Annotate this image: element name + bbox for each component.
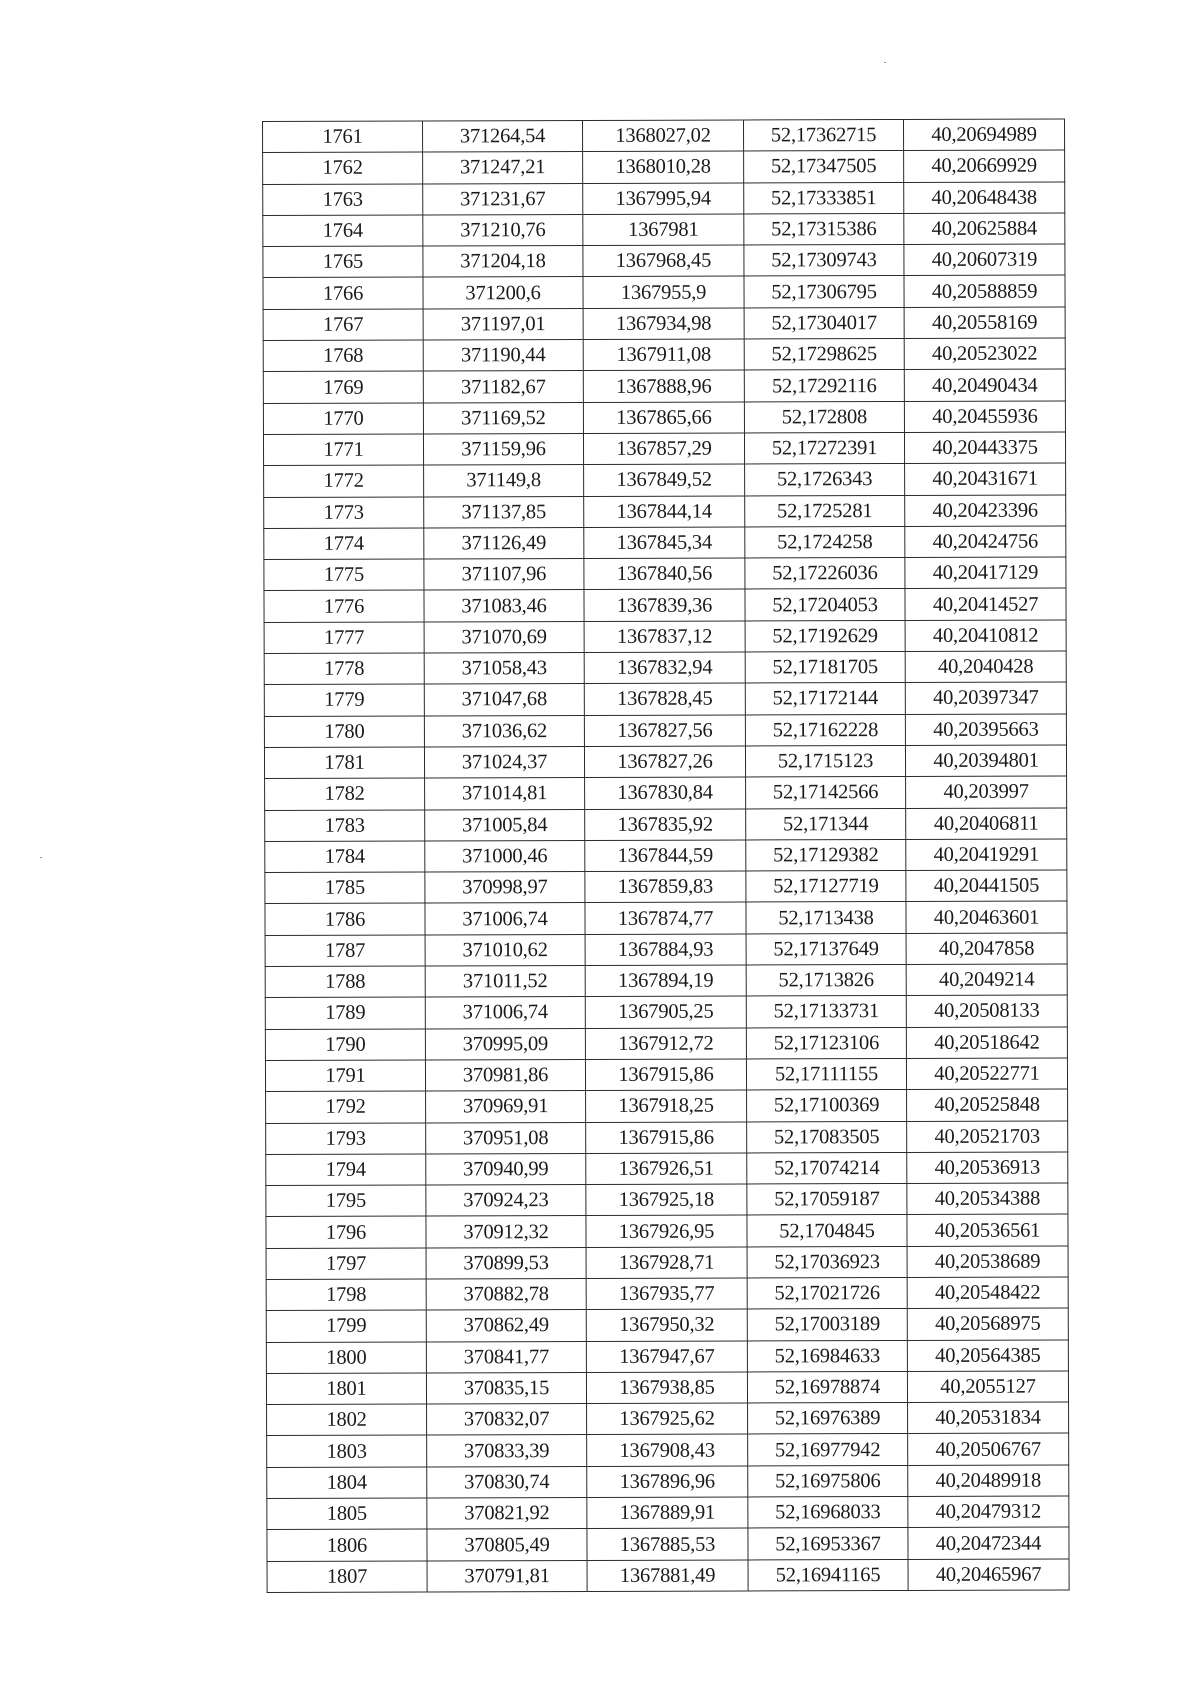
latitude-cell: 52,1704845 (747, 1215, 907, 1247)
longitude-cell: 40,20648438 (904, 182, 1065, 214)
x-coordinate-cell: 371182,67 (423, 371, 583, 403)
table-row (266, 1214, 1068, 1248)
longitude-cell: 40,20463601 (906, 901, 1067, 933)
latitude-cell: 52,16976389 (748, 1403, 908, 1435)
longitude-cell: 40,20521703 (907, 1120, 1068, 1152)
point-number-cell: 1789 (265, 997, 425, 1029)
longitude-cell: 40,20410812 (905, 620, 1066, 652)
latitude-cell: 52,17315386 (744, 213, 904, 245)
point-number-cell: 1804 (267, 1467, 427, 1499)
latitude-cell: 52,17298625 (744, 339, 904, 371)
longitude-cell: 40,20441505 (906, 870, 1067, 902)
x-coordinate-cell: 370791,81 (427, 1560, 587, 1592)
latitude-cell: 52,17309743 (744, 245, 904, 277)
longitude-cell: 40,20397347 (905, 682, 1066, 714)
point-number-cell: 1792 (266, 1091, 426, 1123)
longitude-cell: 40,20625884 (904, 213, 1065, 245)
longitude-cell: 40,20414527 (905, 588, 1066, 620)
longitude-cell: 40,20558169 (904, 307, 1065, 339)
longitude-cell: 40,2047858 (906, 933, 1067, 965)
x-coordinate-cell: 370899,53 (426, 1247, 586, 1279)
point-number-cell: 1777 (264, 622, 424, 654)
point-number-cell: 1791 (265, 1060, 425, 1092)
point-number-cell: 1806 (267, 1529, 427, 1561)
table-row (265, 901, 1067, 935)
latitude-cell: 52,16968033 (748, 1497, 908, 1529)
y-coordinate-cell: 1367926,95 (586, 1215, 747, 1247)
x-coordinate-cell: 371231,67 (423, 183, 583, 215)
y-coordinate-cell: 1367881,49 (587, 1560, 748, 1592)
longitude-cell: 40,20479312 (908, 1496, 1069, 1528)
latitude-cell: 52,17162228 (745, 714, 905, 746)
longitude-cell: 40,20465967 (908, 1559, 1069, 1591)
y-coordinate-cell: 1367830,84 (585, 777, 746, 809)
point-number-cell: 1763 (263, 184, 423, 216)
longitude-cell: 40,20694989 (903, 119, 1064, 151)
x-coordinate-cell: 371014,81 (425, 778, 585, 810)
latitude-cell: 52,17003189 (747, 1309, 907, 1341)
point-number-cell: 1782 (265, 778, 425, 810)
longitude-cell: 40,20489918 (908, 1465, 1069, 1497)
point-number-cell: 1780 (264, 716, 424, 748)
y-coordinate-cell: 1367844,14 (584, 496, 745, 528)
longitude-cell: 40,20525848 (907, 1089, 1068, 1121)
y-coordinate-cell: 1367915,86 (585, 1059, 746, 1091)
table-row (263, 244, 1065, 278)
longitude-cell: 40,2040428 (905, 651, 1066, 683)
longitude-cell: 40,20568975 (907, 1308, 1068, 1340)
y-coordinate-cell: 1367911,08 (583, 339, 744, 371)
latitude-cell: 52,16975806 (748, 1465, 908, 1497)
x-coordinate-cell: 371204,18 (423, 246, 583, 278)
latitude-cell: 52,16977942 (748, 1434, 908, 1466)
y-coordinate-cell: 1367884,93 (585, 934, 746, 966)
point-number-cell: 1800 (266, 1342, 426, 1374)
x-coordinate-cell: 370841,77 (426, 1341, 586, 1373)
y-coordinate-cell: 1367874,77 (585, 902, 746, 934)
y-coordinate-cell: 1367865,66 (583, 402, 744, 434)
y-coordinate-cell: 1367894,19 (585, 965, 746, 997)
point-number-cell: 1797 (266, 1248, 426, 1280)
table-row (267, 1402, 1069, 1436)
y-coordinate-cell: 1367857,29 (583, 433, 744, 465)
point-number-cell: 1796 (266, 1216, 426, 1248)
y-coordinate-cell: 1367859,83 (585, 871, 746, 903)
y-coordinate-cell: 1367925,18 (586, 1184, 747, 1216)
point-number-cell: 1807 (267, 1561, 427, 1593)
point-number-cell: 1781 (264, 747, 424, 779)
x-coordinate-cell: 370924,23 (426, 1185, 586, 1217)
latitude-cell: 52,17133731 (746, 996, 906, 1028)
x-coordinate-cell: 371005,84 (425, 809, 585, 841)
table-row (263, 432, 1065, 466)
y-coordinate-cell: 1367905,25 (585, 996, 746, 1028)
y-coordinate-cell: 1367896,96 (587, 1466, 748, 1498)
longitude-cell: 40,20531834 (908, 1402, 1069, 1434)
y-coordinate-cell: 1367968,45 (583, 245, 744, 277)
table-row (265, 776, 1067, 810)
latitude-cell: 52,17172144 (745, 683, 905, 715)
point-number-cell: 1785 (265, 872, 425, 904)
point-number-cell: 1793 (266, 1122, 426, 1154)
longitude-cell: 40,20472344 (908, 1527, 1069, 1559)
table-row (264, 526, 1066, 560)
latitude-cell: 52,1726343 (745, 464, 905, 496)
y-coordinate-cell: 1367827,56 (584, 715, 745, 747)
y-coordinate-cell: 1367915,86 (586, 1121, 747, 1153)
x-coordinate-cell: 370821,92 (427, 1498, 587, 1530)
table-row (264, 651, 1066, 685)
y-coordinate-cell: 1367885,53 (587, 1528, 748, 1560)
point-number-cell: 1798 (266, 1279, 426, 1311)
x-coordinate-cell: 370830,74 (427, 1466, 587, 1498)
x-coordinate-cell: 370912,32 (426, 1216, 586, 1248)
x-coordinate-cell: 371137,85 (424, 496, 584, 528)
table-row (264, 495, 1066, 529)
y-coordinate-cell: 1368027,02 (583, 120, 744, 152)
table-row (263, 369, 1065, 403)
y-coordinate-cell: 1367925,62 (587, 1403, 748, 1435)
table-row (263, 338, 1065, 372)
y-coordinate-cell: 1367935,77 (586, 1278, 747, 1310)
y-coordinate-cell: 1367938,85 (586, 1372, 747, 1404)
y-coordinate-cell: 1367849,52 (584, 464, 745, 496)
x-coordinate-cell: 370998,97 (425, 872, 585, 904)
latitude-cell: 52,17333851 (744, 182, 904, 214)
point-number-cell: 1772 (264, 465, 424, 497)
point-number-cell: 1790 (265, 1029, 425, 1061)
point-number-cell: 1776 (264, 590, 424, 622)
point-number-cell: 1801 (266, 1373, 426, 1405)
table-row (263, 307, 1065, 341)
table-row (264, 463, 1066, 497)
table-row (263, 401, 1065, 435)
x-coordinate-cell: 371107,96 (424, 559, 584, 591)
longitude-cell: 40,20523022 (904, 338, 1065, 370)
latitude-cell: 52,17021726 (747, 1277, 907, 1309)
latitude-cell: 52,17272391 (744, 432, 904, 464)
latitude-cell: 52,17059187 (747, 1184, 907, 1216)
table-row (267, 1465, 1069, 1499)
point-number-cell: 1794 (266, 1154, 426, 1186)
x-coordinate-cell: 371070,69 (424, 621, 584, 653)
latitude-cell: 52,1713438 (746, 902, 906, 934)
latitude-cell: 52,17111155 (746, 1058, 906, 1090)
latitude-cell: 52,171344 (746, 808, 906, 840)
longitude-cell: 40,20490434 (904, 369, 1065, 401)
longitude-cell: 40,20607319 (904, 244, 1065, 276)
latitude-cell: 52,17083505 (747, 1121, 907, 1153)
latitude-cell: 52,17127719 (746, 871, 906, 903)
scan-speck (884, 62, 886, 63)
y-coordinate-cell: 1367888,96 (583, 370, 744, 402)
longitude-cell: 40,20406811 (906, 808, 1067, 840)
longitude-cell: 40,20419291 (906, 839, 1067, 871)
table-row (263, 119, 1065, 153)
latitude-cell: 52,17226036 (745, 558, 905, 590)
point-number-cell: 1778 (264, 653, 424, 685)
longitude-cell: 40,20536561 (907, 1214, 1068, 1246)
table-row (266, 1340, 1068, 1374)
x-coordinate-cell: 371149,8 (424, 465, 584, 497)
longitude-cell: 40,20423396 (905, 495, 1066, 527)
x-coordinate-cell: 370832,07 (427, 1404, 587, 1436)
table-row (267, 1559, 1069, 1593)
x-coordinate-cell: 371169,52 (423, 402, 583, 434)
x-coordinate-cell: 371083,46 (424, 590, 584, 622)
table-row (264, 682, 1066, 716)
latitude-cell: 52,17036923 (747, 1246, 907, 1278)
point-number-cell: 1784 (265, 841, 425, 873)
y-coordinate-cell: 1367981 (583, 214, 744, 246)
point-number-cell: 1774 (264, 528, 424, 560)
table-row (264, 588, 1066, 622)
latitude-cell: 52,16953367 (748, 1528, 908, 1560)
longitude-cell: 40,20395663 (905, 714, 1066, 746)
point-number-cell: 1799 (266, 1310, 426, 1342)
latitude-cell: 52,1713826 (746, 964, 906, 996)
table-row (267, 1496, 1069, 1530)
latitude-cell: 52,172808 (744, 401, 904, 433)
longitude-cell: 40,20508133 (906, 995, 1067, 1027)
x-coordinate-cell: 370981,86 (425, 1059, 585, 1091)
latitude-cell: 52,17142566 (746, 777, 906, 809)
point-number-cell: 1773 (264, 497, 424, 529)
point-number-cell: 1805 (267, 1498, 427, 1530)
point-number-cell: 1764 (263, 215, 423, 247)
x-coordinate-cell: 371190,44 (423, 340, 583, 372)
longitude-cell: 40,20534388 (907, 1183, 1068, 1215)
y-coordinate-cell: 1367995,94 (583, 183, 744, 215)
y-coordinate-cell: 1367928,71 (586, 1247, 747, 1279)
point-number-cell: 1762 (263, 152, 423, 184)
table-row (266, 1246, 1068, 1280)
x-coordinate-cell: 370995,09 (425, 1028, 585, 1060)
y-coordinate-cell: 1367955,9 (583, 276, 744, 308)
longitude-cell: 40,20564385 (907, 1340, 1068, 1372)
x-coordinate-cell: 371011,52 (425, 966, 585, 998)
latitude-cell: 52,17304017 (744, 307, 904, 339)
table-row (265, 808, 1067, 842)
latitude-cell: 52,17137649 (746, 933, 906, 965)
y-coordinate-cell: 1367845,34 (584, 527, 745, 559)
latitude-cell: 52,17192629 (745, 620, 905, 652)
table-row (266, 1089, 1068, 1123)
table-row (263, 182, 1065, 216)
point-number-cell: 1768 (263, 340, 423, 372)
point-number-cell: 1779 (264, 684, 424, 716)
latitude-cell: 52,17204053 (745, 589, 905, 621)
point-number-cell: 1802 (267, 1404, 427, 1436)
longitude-cell: 40,20669929 (904, 150, 1065, 182)
point-number-cell: 1803 (267, 1435, 427, 1467)
latitude-cell: 52,17181705 (745, 652, 905, 684)
coordinates-table (262, 118, 1070, 1592)
x-coordinate-cell: 371047,68 (424, 684, 584, 716)
x-coordinate-cell: 370940,99 (426, 1153, 586, 1185)
y-coordinate-cell: 1368010,28 (583, 151, 744, 183)
table-row (264, 714, 1066, 748)
table-row (267, 1433, 1069, 1467)
y-coordinate-cell: 1367835,92 (585, 809, 746, 841)
latitude-cell: 52,16978874 (747, 1371, 907, 1403)
point-number-cell: 1771 (263, 434, 423, 466)
latitude-cell: 52,1725281 (745, 495, 905, 527)
y-coordinate-cell: 1367934,98 (583, 308, 744, 340)
longitude-cell: 40,20443375 (904, 432, 1065, 464)
table-row (265, 870, 1067, 904)
y-coordinate-cell: 1367918,25 (586, 1090, 747, 1122)
point-number-cell: 1769 (263, 371, 423, 403)
table-row (263, 275, 1065, 309)
table-row (263, 213, 1065, 247)
table-row (267, 1527, 1069, 1561)
latitude-cell: 52,17100369 (747, 1090, 907, 1122)
y-coordinate-cell: 1367947,67 (586, 1341, 747, 1373)
point-number-cell: 1783 (265, 810, 425, 842)
x-coordinate-cell: 371126,49 (424, 527, 584, 559)
point-number-cell: 1786 (265, 903, 425, 935)
point-number-cell: 1767 (263, 309, 423, 341)
latitude-cell: 52,1724258 (745, 526, 905, 558)
table-row (266, 1183, 1068, 1217)
latitude-cell: 52,17292116 (744, 370, 904, 402)
table-row (266, 1152, 1068, 1186)
longitude-cell: 40,20518642 (906, 1027, 1067, 1059)
latitude-cell: 52,17123106 (746, 1027, 906, 1059)
longitude-cell: 40,20455936 (904, 401, 1065, 433)
table-row (265, 1058, 1067, 1092)
table-row (265, 933, 1067, 967)
x-coordinate-cell: 371006,74 (425, 997, 585, 1029)
x-coordinate-cell: 371024,37 (424, 746, 584, 778)
latitude-cell: 52,16984633 (747, 1340, 907, 1372)
scan-speck (40, 857, 42, 858)
x-coordinate-cell: 371159,96 (423, 433, 583, 465)
table-row (266, 1308, 1068, 1342)
x-coordinate-cell: 370835,15 (426, 1372, 586, 1404)
x-coordinate-cell: 371264,54 (423, 120, 583, 152)
y-coordinate-cell: 1367950,32 (586, 1309, 747, 1341)
y-coordinate-cell: 1367837,12 (584, 621, 745, 653)
table-row (263, 150, 1065, 184)
longitude-cell: 40,20522771 (906, 1058, 1067, 1090)
x-coordinate-cell: 371200,6 (423, 277, 583, 309)
table-row (266, 1120, 1068, 1154)
y-coordinate-cell: 1367889,91 (587, 1497, 748, 1529)
y-coordinate-cell: 1367828,45 (584, 683, 745, 715)
x-coordinate-cell: 371006,74 (425, 903, 585, 935)
x-coordinate-cell: 370882,78 (426, 1278, 586, 1310)
longitude-cell: 40,2049214 (906, 964, 1067, 996)
x-coordinate-cell: 371210,76 (423, 214, 583, 246)
x-coordinate-cell: 371058,43 (424, 653, 584, 685)
x-coordinate-cell: 370969,91 (426, 1091, 586, 1123)
longitude-cell: 40,2055127 (907, 1371, 1068, 1403)
y-coordinate-cell: 1367839,36 (584, 589, 745, 621)
y-coordinate-cell: 1367840,56 (584, 558, 745, 590)
x-coordinate-cell: 371036,62 (424, 715, 584, 747)
longitude-cell: 40,20588859 (904, 275, 1065, 307)
point-number-cell: 1761 (263, 121, 423, 153)
latitude-cell: 52,17074214 (747, 1152, 907, 1184)
point-number-cell: 1765 (263, 246, 423, 278)
x-coordinate-cell: 371247,21 (423, 152, 583, 184)
longitude-cell: 40,20536913 (907, 1152, 1068, 1184)
table-row (266, 1371, 1068, 1405)
point-number-cell: 1766 (263, 277, 423, 309)
x-coordinate-cell: 371000,46 (425, 840, 585, 872)
y-coordinate-cell: 1367926,51 (586, 1153, 747, 1185)
latitude-cell: 52,16941165 (748, 1559, 908, 1591)
longitude-cell: 40,20506767 (908, 1433, 1069, 1465)
longitude-cell: 40,203997 (906, 776, 1067, 808)
longitude-cell: 40,20431671 (905, 463, 1066, 495)
y-coordinate-cell: 1367832,94 (584, 652, 745, 684)
table-row (264, 557, 1066, 591)
latitude-cell: 52,17362715 (743, 119, 903, 151)
point-number-cell: 1795 (266, 1185, 426, 1217)
coordinates-table-body (263, 119, 1070, 1592)
table-row (265, 964, 1067, 998)
longitude-cell: 40,20424756 (905, 526, 1066, 558)
y-coordinate-cell: 1367908,43 (587, 1434, 748, 1466)
longitude-cell: 40,20394801 (905, 745, 1066, 777)
x-coordinate-cell: 370833,39 (427, 1435, 587, 1467)
point-number-cell: 1770 (263, 403, 423, 435)
longitude-cell: 40,20548422 (907, 1277, 1068, 1309)
table-row (265, 995, 1067, 1029)
longitude-cell: 40,20417129 (905, 557, 1066, 589)
table-row (264, 620, 1066, 654)
y-coordinate-cell: 1367912,72 (585, 1028, 746, 1060)
table-row (264, 745, 1066, 779)
longitude-cell: 40,20538689 (907, 1246, 1068, 1278)
x-coordinate-cell: 371010,62 (425, 934, 585, 966)
x-coordinate-cell: 370862,49 (426, 1310, 586, 1342)
x-coordinate-cell: 371197,01 (423, 308, 583, 340)
x-coordinate-cell: 370805,49 (427, 1529, 587, 1561)
point-number-cell: 1775 (264, 559, 424, 591)
latitude-cell: 52,17306795 (744, 276, 904, 308)
table-row (265, 1027, 1067, 1061)
latitude-cell: 52,17347505 (744, 151, 904, 183)
latitude-cell: 52,1715123 (745, 745, 905, 777)
point-number-cell: 1787 (265, 935, 425, 967)
latitude-cell: 52,17129382 (746, 839, 906, 871)
y-coordinate-cell: 1367827,26 (584, 746, 745, 778)
table-row (266, 1277, 1068, 1311)
point-number-cell: 1788 (265, 966, 425, 998)
table-row (265, 839, 1067, 873)
y-coordinate-cell: 1367844,59 (585, 840, 746, 872)
x-coordinate-cell: 370951,08 (426, 1122, 586, 1154)
